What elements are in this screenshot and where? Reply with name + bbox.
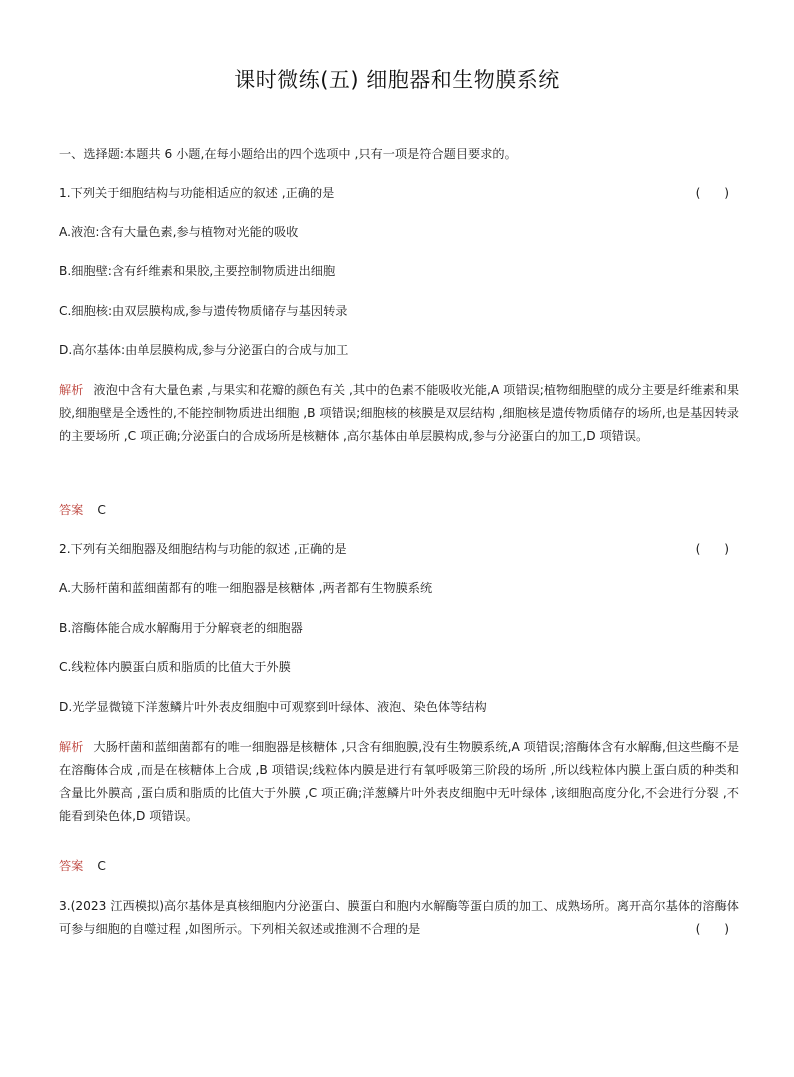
- option-c: [59, 657, 739, 677]
- answer-label: 答案: [59, 503, 84, 517]
- answer-bracket: ( ): [695, 186, 739, 200]
- option-text: C.细胞核:由双层膜构成,参与遗传物质储存与基因转录: [59, 304, 348, 318]
- question-stem: [59, 183, 739, 203]
- option-b: [59, 618, 739, 638]
- option-text: B.溶酶体能合成水解酶用于分解衰老的细胞器: [59, 621, 303, 635]
- analysis-text: 液泡中含有大量色素 ,与果实和花瓣的颜色有关 ,其中的色素不能吸收光能,A 项错误;植物细胞壁的成分主要是纤维素和果胶,细胞壁是全透性的,不能控制物质进出细胞 ,B 项错误;细胞核的核膜是双层结构 ,细胞核是遗传物质储存的场所,也是基因转录的主要场所 ,C 项正确;分泌蛋白的合成场所是核糖体 ,高尔基体由单层膜构成,参与分泌蛋白的加工,D 项错误。: [59, 383, 740, 443]
- answer-value: C: [97, 859, 106, 873]
- option-d: [59, 340, 739, 360]
- stem-text: 2.下列有关细胞器及细胞结构与功能的叙述 ,正确的是: [59, 542, 347, 556]
- analysis-text: 大肠杆菌和蓝细菌都有的唯一细胞器是核糖体 ,只含有细胞膜,没有生物膜系统,A 项错误;溶酶体含有水解酶,但这些酶不是在溶酶体合成 ,而是在核糖体上合成 ,B 项错误;线粒体内膜是进行有氧呼吸第三阶段的场所 ,所以线粒体内膜上蛋白质的种类和含量比外膜高 ,蛋白质和脂质的比值大于外膜 ,C 项正确;洋葱鳞片叶外表皮细胞中无叶绿体 ,该细胞高度分化,不会进行分裂 ,不能看到染色体,D 项错误。: [59, 740, 740, 823]
- answer-2: [59, 856, 739, 876]
- option-a: [59, 222, 739, 242]
- option-text: D.高尔基体:由单层膜构成,参与分泌蛋白的合成与加工: [59, 343, 349, 357]
- option-d: [59, 697, 739, 717]
- option-text: B.细胞壁:含有纤维素和果胶,主要控制物质进出细胞: [59, 264, 336, 278]
- option-text: C.线粒体内膜蛋白质和脂质的比值大于外膜: [59, 660, 291, 674]
- question-1: [59, 183, 739, 203]
- stem-text: 1.下列关于细胞结构与功能相适应的叙述 ,正确的是: [59, 186, 335, 200]
- question-2: [59, 539, 739, 559]
- stem-text: 3.(2023 江西模拟)高尔基体是真核细胞内分泌蛋白、膜蛋白和胞内水解酶等蛋白质的加工、成熟场所。离开高尔基体的溶酶体可参与细胞的自噬过程 ,如图所示。下列相关叙述或推测不合理的是: [59, 899, 739, 936]
- section-heading: [59, 144, 739, 164]
- analysis-label: 解析: [59, 740, 84, 754]
- analysis-2: [59, 736, 739, 828]
- answer-1: [59, 500, 739, 520]
- question-3: [59, 895, 739, 941]
- option-c: [59, 301, 739, 321]
- option-text: A.大肠杆菌和蓝细菌都有的唯一细胞器是核糖体 ,两者都有生物膜系统: [59, 581, 433, 595]
- answer-bracket: ( ): [695, 922, 739, 936]
- answer-bracket: ( ): [695, 542, 739, 556]
- option-text: A.液泡:含有大量色素,参与植物对光能的吸收: [59, 225, 299, 239]
- question-stem: [59, 539, 739, 559]
- answer-value: C: [97, 503, 106, 517]
- analysis-label: 解析: [59, 383, 84, 397]
- analysis-1: [59, 379, 739, 448]
- section-instructions: 一、选择题:本题共 6 小题,在每小题给出的四个选项中 ,只有一项是符合题目要求的。: [59, 147, 517, 161]
- page-title: 课时微练(五) 细胞器和生物膜系统: [234, 68, 560, 92]
- option-b: [59, 261, 739, 281]
- option-a: [59, 578, 739, 598]
- option-text: D.光学显微镜下洋葱鳞片叶外表皮细胞中可观察到叶绿体、液泡、染色体等结构: [59, 700, 487, 714]
- answer-label: 答案: [59, 859, 84, 873]
